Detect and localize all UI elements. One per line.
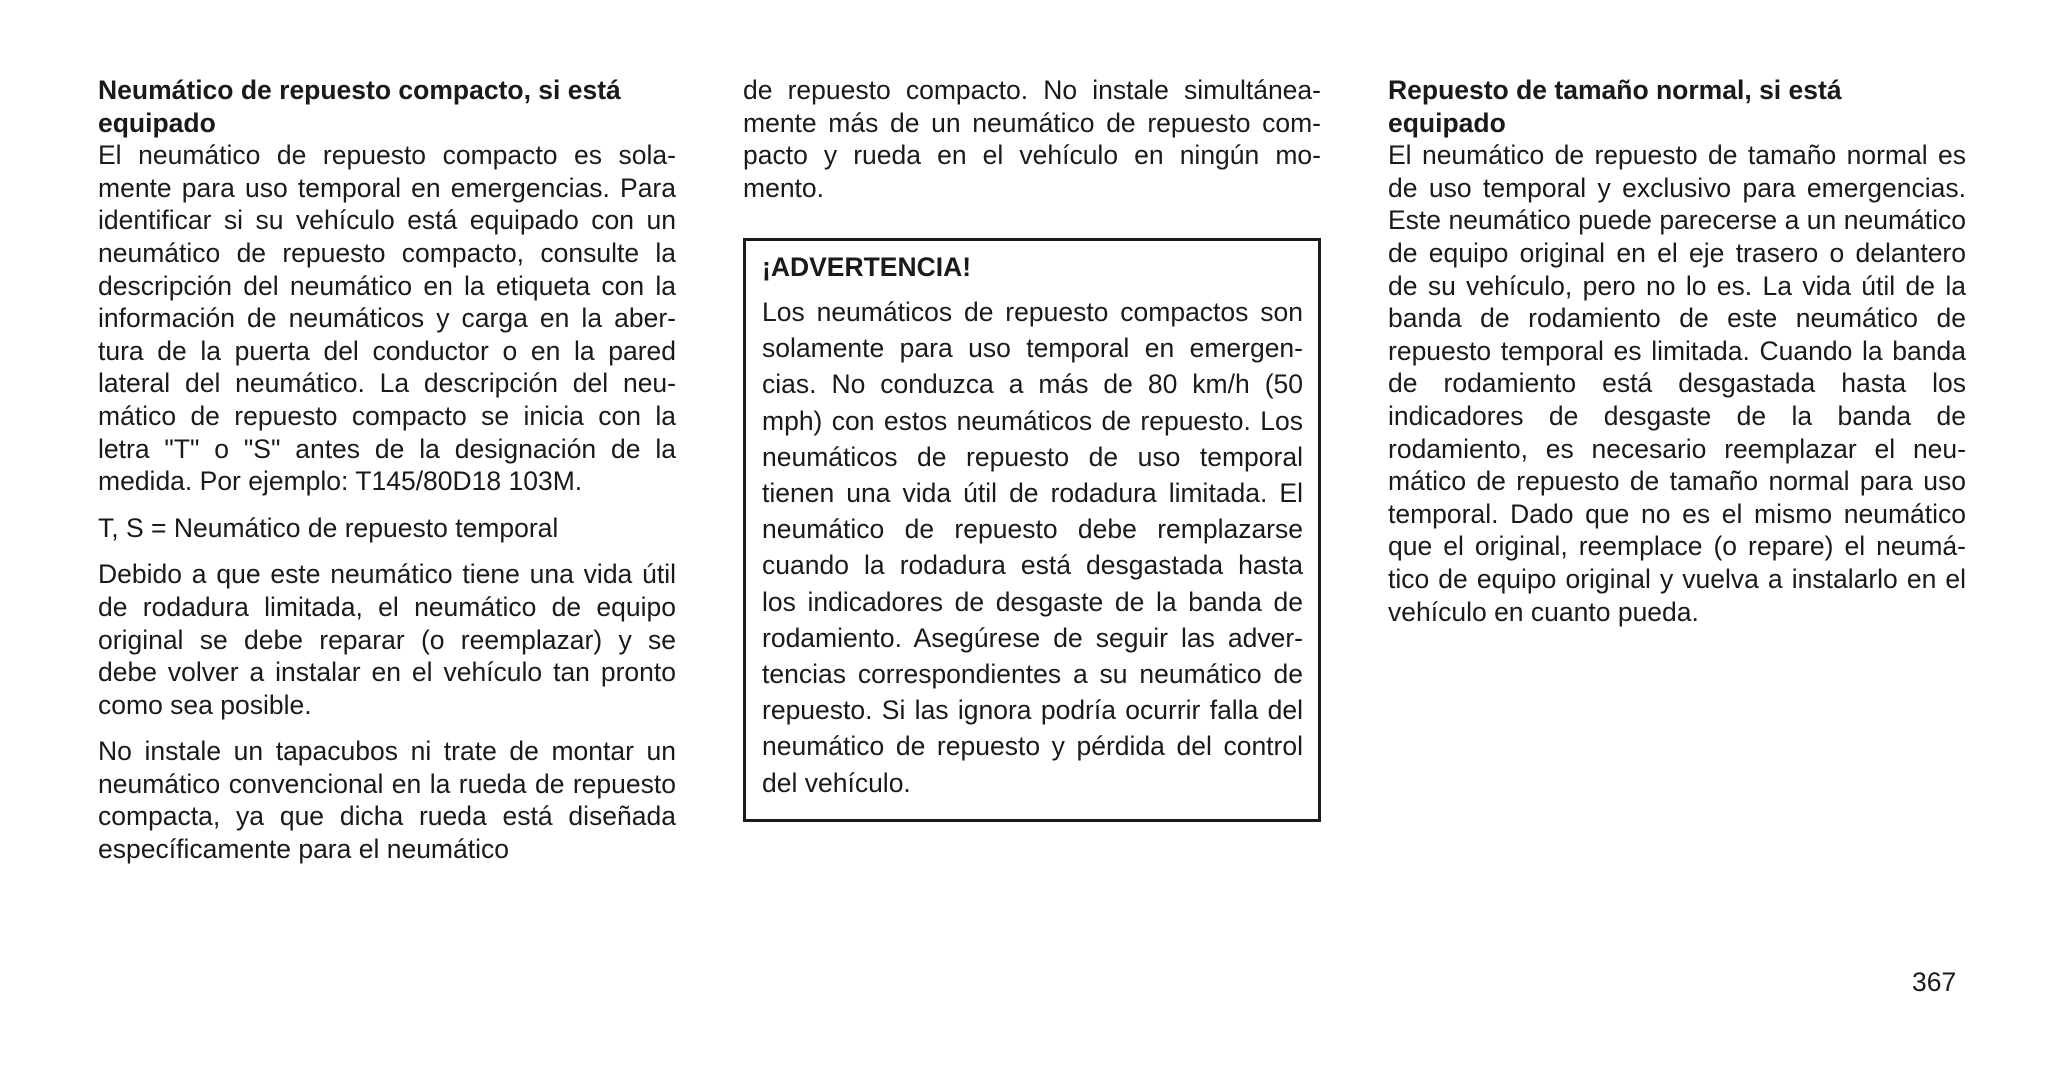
paragraph-hubcap-warning: No instale un tapacubos ni trate de montar un neumático convencional en la rueda de repuesto compacta, ya que dicha rueda está diseñada específicamente para el neumático: [98, 736, 676, 865]
right-column: [1388, 74, 1966, 628]
paragraph-limited-tread-life: Debido a que este neumático tiene una vida útil de rodadura limitada, el neumático de equipo original se debe reparar (o reemplazar) y se debe volver a instalar en el vehículo tan pronto como sea posible.: [98, 559, 676, 720]
paragraph-continuation: de repuesto compacto. No instale simultáneamente más de un neumático de repuesto compacto y rueda en el vehículo en ningún momento.: [743, 75, 1321, 203]
left-column: [98, 74, 676, 866]
paragraph-temporary-spare-definition: T, S = Neumático de repuesto temporal: [98, 512, 559, 543]
section-heading-full-size-spare: Repuesto de tamaño normal, si está equipado: [1388, 75, 1842, 138]
warning-box: [743, 238, 1321, 821]
middle-column: [743, 74, 1321, 822]
warning-title: ¡ADVERTENCIA!: [762, 252, 972, 283]
warning-text: Los neumáticos de repuesto compactos son solamente para uso temporal en emergencias. No conduzca a más de 80 km/h (50 mph) con estos neumáticos de repuesto. Los neumáticos de repuesto de uso temporal tienen una vida útil de rodadura limitada. El neumático de repuesto debe remplazarse cuando la rodadura está desgastada hasta los indicadores de desgaste de la banda de rodamiento. Asegúrese de seguir las advertencias correspondientes a su neumático de repuesto. Si las ignora podría ocurrir falla del neumático de repuesto y pérdida del control del vehículo.: [762, 296, 1303, 798]
page-number: 367: [1912, 967, 1957, 997]
paragraph-full-size-spare: El neumático de repuesto de tamaño normal es de uso temporal y exclusivo para emergencias. Este neumático puede parecerse a un neumático de equipo original en el eje trasero o delantero de su vehículo, pero no lo es. La vida útil de la banda de rodamiento de este neumático de repuesto temporal es limitada. Cuando la banda de rodamiento está desgastada hasta los indicadores de desgaste de la banda de rodamiento, es necesario reemplazar el neumático de repuesto de tamaño normal para uso temporal. Dado que no es el mismo neumático que el original, reemplace (o repare) el neumático de equipo original y vuelva a instalarlo en el vehículo en cuanto pueda.: [1388, 140, 1966, 627]
paragraph-compact-spare-intro: El neumático de repuesto compacto es solamente para uso temporal en emergencias. Para identificar si su vehículo está equipado con un neumático de repuesto compacto, consulte la descripción del neumático en la etiqueta con la información de neumáticos y carga en la abertura de la puerta del conductor o en la pared lateral del neumático. La descripción del neumático de repuesto compacto se inicia con la letra "T" o "S" antes de la designación de la medida. Por ejemplo: T145/80D18 103M.: [98, 140, 676, 497]
section-heading-compact-spare: Neumático de repuesto compacto, si está equipado: [98, 75, 621, 138]
